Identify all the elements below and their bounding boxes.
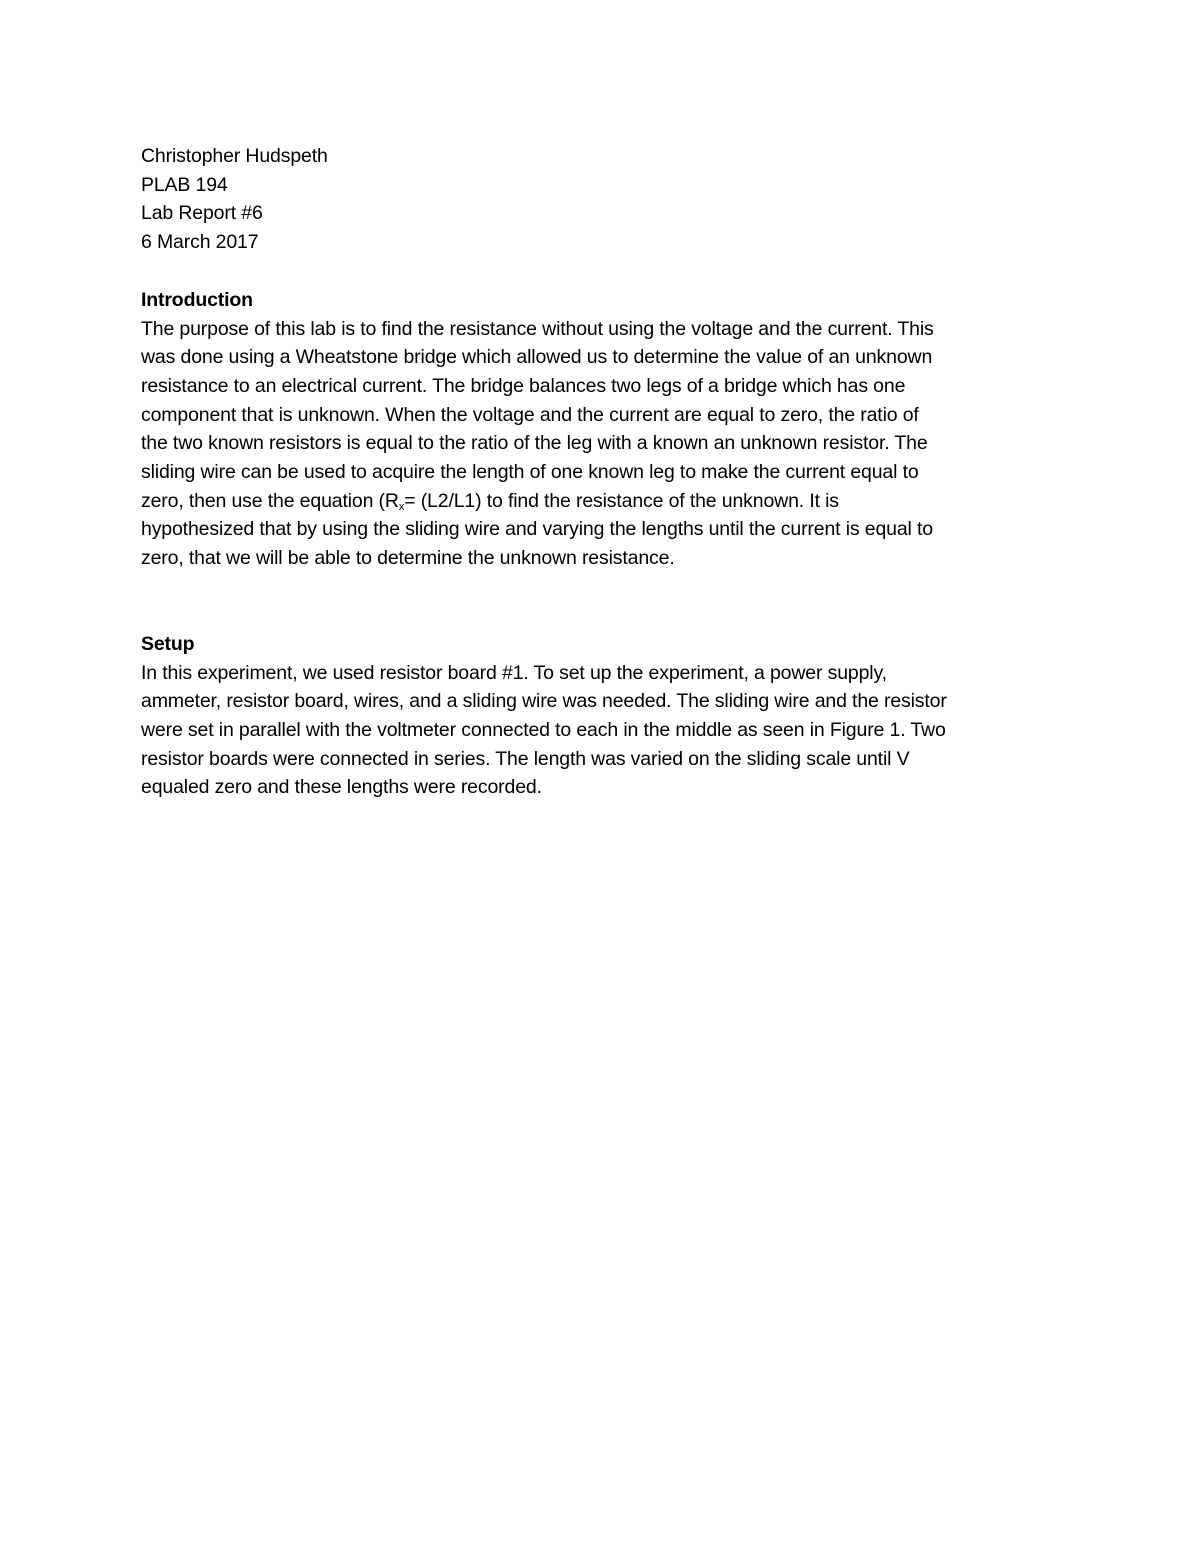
equation-text-end: = (L2/L1) to find the resistance of the unknown. It is [404, 489, 839, 512]
spacer [141, 257, 1061, 286]
intro-line: The purpose of this lab is to find the resistance without using the voltage and the current. This [141, 317, 934, 340]
document-page [141, 142, 1061, 802]
setup-line: resistor boards were connected in series. The length was varied on the sliding scale until V [141, 747, 910, 770]
introduction-heading: Introduction [141, 288, 253, 311]
intro-line: was done using a Wheatstone bridge which allowed us to determine the value of an unknown [141, 346, 933, 369]
introduction-paragraph [141, 315, 1061, 573]
spacer [141, 573, 1061, 630]
equation-text-start: zero, then use the equation (R [141, 489, 399, 512]
introduction-section [141, 286, 1061, 573]
setup-heading: Setup [141, 632, 195, 655]
report-date: 6 March 2017 [141, 231, 259, 254]
intro-line: zero, that we will be able to determine the unknown resistance. [141, 547, 675, 570]
report-title: Lab Report #6 [141, 202, 263, 225]
author-name: Christopher Hudspeth [141, 145, 328, 167]
intro-line: resistance to an electrical current. The bridge balances two legs of a bridge which has one [141, 374, 906, 397]
setup-line: were set in parallel with the voltmeter connected to each in the middle as seen in Figure 1. Two [141, 718, 946, 741]
intro-line: sliding wire can be used to acquire the length of one known leg to make the current equal to [141, 461, 919, 484]
equation-subscript: x [398, 500, 405, 513]
setup-line: In this experiment, we used resistor board #1. To set up the experiment, a power supply, [141, 661, 887, 684]
setup-line: ammeter, resistor board, wires, and a sliding wire was needed. The sliding wire and the resistor [141, 690, 947, 713]
course-code: PLAB 194 [141, 173, 228, 196]
intro-line-equation [141, 487, 1061, 516]
setup-line: equaled zero and these lengths were recorded. [141, 776, 542, 799]
setup-section [141, 630, 1061, 802]
document-header [141, 142, 1061, 257]
intro-line: hypothesized that by using the sliding wire and varying the lengths until the current is equal to [141, 518, 933, 541]
setup-paragraph [141, 659, 1061, 803]
intro-line: component that is unknown. When the voltage and the current are equal to zero, the ratio of [141, 403, 919, 426]
intro-line: the two known resistors is equal to the ratio of the leg with a known an unknown resistor. The [141, 432, 928, 455]
